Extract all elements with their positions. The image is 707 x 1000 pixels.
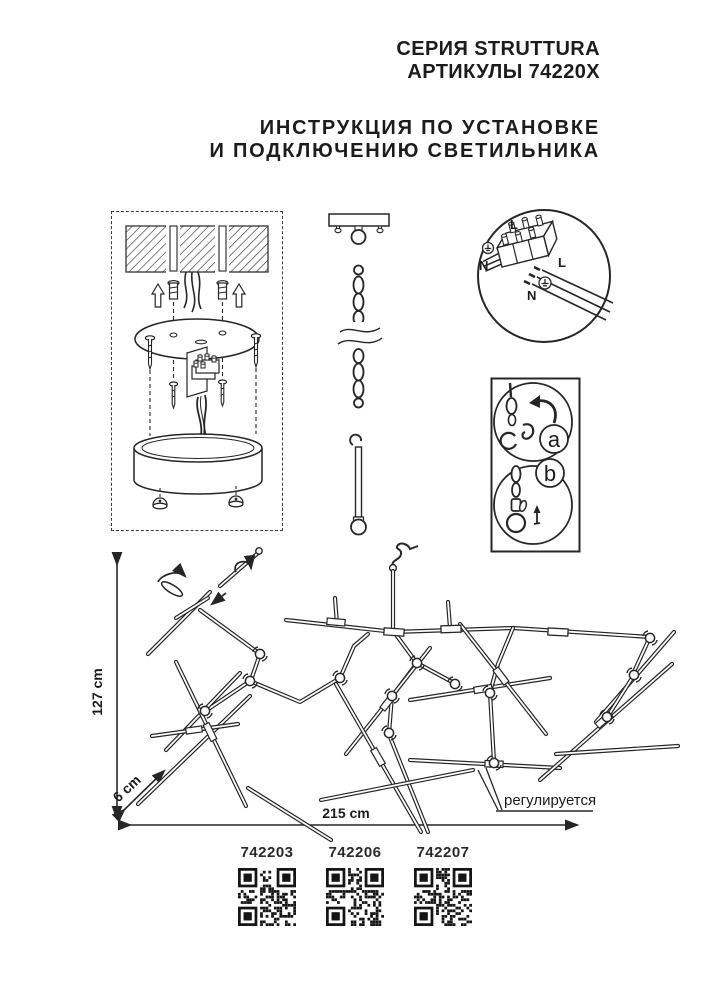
- label-N-wire: N: [527, 288, 537, 303]
- header: [209, 38, 600, 163]
- wiring-detail-drawing: [474, 206, 614, 346]
- qr-code: [238, 868, 296, 926]
- screw-short-right: [219, 380, 227, 406]
- dim-width-label: 215 cm: [322, 805, 370, 821]
- mains-wires: [184, 272, 201, 312]
- instruction-title-line1: ИНСТРУКЦИЯ ПО УСТАНОВКЕ: [259, 117, 600, 139]
- wall-plug-right: [217, 281, 228, 299]
- step-b-label: b: [543, 461, 557, 486]
- insert-arrow-right: [233, 284, 245, 307]
- qr-label: 742206: [328, 844, 382, 861]
- ceiling-plate-side-icon: [329, 214, 389, 244]
- qr-label: 742207: [416, 844, 470, 861]
- dim-canopy-label: 6 cm: [109, 771, 144, 806]
- dim-height-label: 127 cm: [89, 668, 105, 716]
- qr-section: [238, 844, 472, 931]
- suspension-parts-drawing: [324, 210, 396, 536]
- qr-label: 742203: [240, 844, 294, 861]
- chain-icon: [338, 266, 382, 408]
- qr-code: [326, 868, 384, 926]
- earth-symbol-left: [483, 243, 494, 254]
- adjustable-label: регулируется: [504, 792, 597, 809]
- screw-short-left: [170, 382, 178, 408]
- ceiling-mount-drawing: [112, 212, 281, 529]
- chandelier-diagram: [88, 542, 700, 854]
- dim-height: [89, 564, 117, 818]
- adjustable-note: [478, 768, 596, 811]
- insert-arrow-left: [152, 284, 164, 307]
- step-a-label: a: [547, 427, 561, 452]
- qr-item: [238, 844, 296, 931]
- assembly-detail: [158, 548, 262, 618]
- label-L-wire: L: [558, 255, 566, 270]
- hook-steps: [490, 377, 581, 553]
- earth-symbol-right: [539, 277, 551, 289]
- frame-structure: [138, 553, 678, 840]
- wiring-detail: [474, 206, 614, 346]
- power-cord: [390, 544, 418, 572]
- rod-icon: [350, 435, 366, 535]
- label-N-block: N: [479, 258, 489, 273]
- qr-item: [414, 844, 472, 931]
- ceiling-mount-diagram: [111, 211, 283, 531]
- hook-steps-drawing: [490, 377, 581, 553]
- terminal-block: [187, 347, 219, 440]
- instruction-title-line2: И ПОДКЛЮЧЕНИЮ СВЕТИЛЬНИКА: [209, 140, 600, 162]
- wall-plug-left: [168, 281, 179, 299]
- label-L-block: L: [510, 217, 518, 232]
- chandelier-drawing: [88, 542, 700, 854]
- qr-code: [414, 868, 472, 926]
- ceiling-hatch: [126, 225, 268, 273]
- series-title: СЕРИЯ STRUTTURA: [396, 38, 600, 60]
- canopy-drum: [134, 434, 262, 494]
- articles-title: АРТИКУЛЫ 74220X: [407, 61, 600, 83]
- suspension-parts: [324, 210, 396, 536]
- qr-item: [326, 844, 384, 931]
